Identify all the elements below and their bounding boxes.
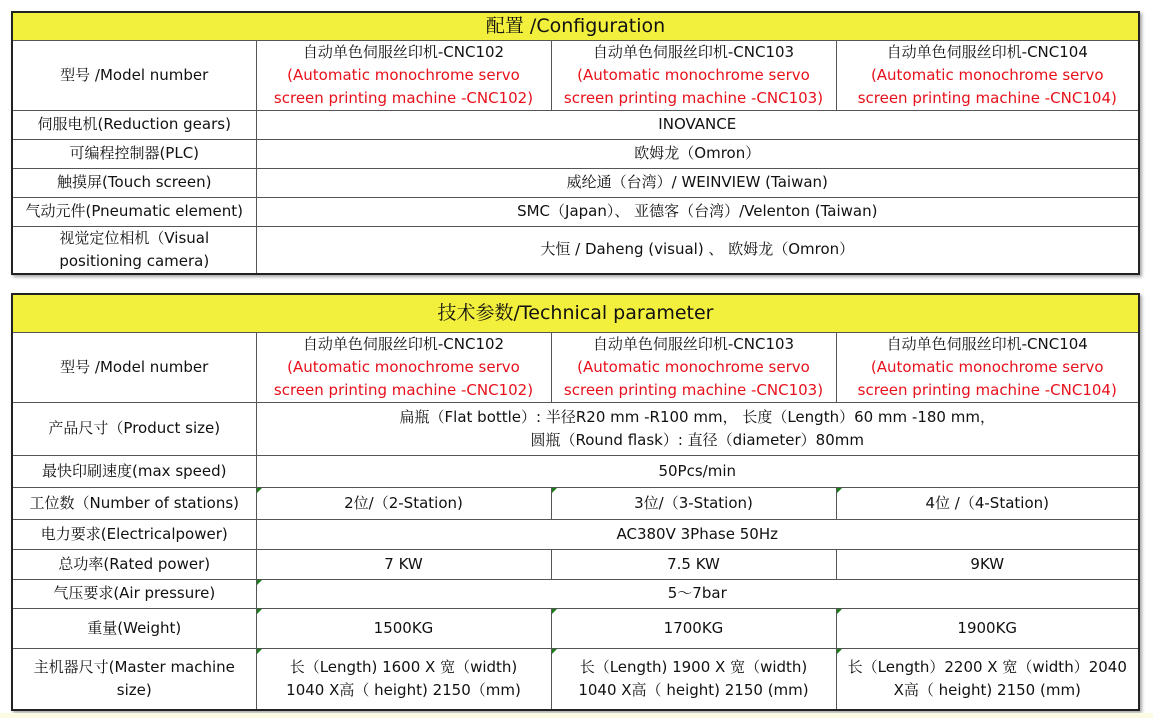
visual-camera-label-line2: positioning camera) (59, 251, 210, 270)
model-en-name-line1: (Automatic monochrome servo (577, 357, 810, 376)
air-pressure-label: 气压要求(Air pressure) (12, 579, 256, 608)
product-size-label: 产品尺寸（Product size) (12, 402, 256, 455)
model-en-name-line2: screen printing machine -CNC102) (273, 88, 534, 107)
master-size-line2: 1040 X高（ height) 2150（mm) (286, 680, 521, 699)
stations-label: 工位数（Number of stations) (12, 487, 256, 519)
model-cell-cnc104 (836, 40, 1139, 110)
air-pressure-value: 5～7bar (256, 579, 1139, 608)
model-cell-cnc104 (836, 332, 1139, 402)
model-en-name-line2: screen printing machine -CNC104) (857, 380, 1117, 399)
model-en-name-line2: screen printing machine -CNC103) (563, 88, 824, 107)
model-cn-name: 自动单色伺服丝印机-CNC103 (592, 334, 795, 353)
touch-screen-value: 威纶通（台湾）/ WEINVIEW (Taiwan) (256, 168, 1139, 197)
touch-screen-label: 触摸屏(Touch screen) (12, 168, 256, 197)
model-cn-name: 自动单色伺服丝印机-CNC104 (886, 334, 1088, 353)
plc-value: 欧姆龙（Omron） (256, 139, 1139, 168)
model-number-label: 型号 /Model number (12, 40, 256, 110)
model-number-label: 型号 /Model number (12, 332, 256, 402)
stations-value-cnc102: 2位/（2-Station) (256, 487, 551, 519)
technical-parameter-title: 技术参数/Technical parameter (12, 294, 1139, 332)
stations-value-cnc104: 4位 /（4-Station) (836, 487, 1139, 519)
reduction-gears-label: 伺服电机(Reduction gears) (12, 110, 256, 139)
master-size-line1: 长（Length）2200 X 宽（width）2040 (847, 657, 1127, 676)
master-size-line1: 长（Length) 1600 X 宽（width) (289, 657, 518, 676)
model-en-name-line1: (Automatic monochrome servo (577, 65, 810, 84)
technical-parameter-table (11, 293, 1140, 711)
pneumatic-element-label: 气动元件(Pneumatic element) (12, 197, 256, 226)
model-cn-name: 自动单色伺服丝印机-CNC104 (886, 42, 1088, 61)
rated-power-value-cnc104: 9KW (836, 549, 1139, 579)
model-en-name-line2: screen printing machine -CNC104) (857, 88, 1117, 107)
master-size-line2: X高（ height) 2150 (mm) (893, 680, 1081, 699)
weight-label: 重量(Weight) (12, 608, 256, 648)
visual-camera-value: 大恒 / Daheng (visual) 、 欧姆龙（Omron） (256, 226, 1139, 274)
model-en-name-line1: (Automatic monochrome servo (287, 65, 520, 84)
weight-value-cnc103: 1700KG (551, 608, 836, 648)
rated-power-value-cnc102: 7 KW (256, 549, 551, 579)
plc-label: 可编程控制器(PLC) (12, 139, 256, 168)
model-en-name-line2: screen printing machine -CNC102) (273, 380, 534, 399)
rated-power-label: 总功率(Rated power) (12, 549, 256, 579)
model-cn-name: 自动单色伺服丝印机-CNC103 (592, 42, 795, 61)
master-size-value-cnc103 (551, 648, 836, 710)
reduction-gears-value: INOVANCE (256, 110, 1139, 139)
weight-value-cnc102: 1500KG (256, 608, 551, 648)
model-en-name-line1: (Automatic monochrome servo (870, 357, 1104, 376)
visual-camera-label-line1: 视觉定位相机（Visual (59, 228, 210, 247)
max-speed-label: 最快印刷速度(max speed) (12, 455, 256, 487)
master-size-line1: 长（Length) 1900 X 宽（width) (579, 657, 808, 676)
electrical-power-value: AC380V 3Phase 50Hz (256, 519, 1139, 549)
model-en-name-line2: screen printing machine -CNC103) (563, 380, 824, 399)
configuration-table (11, 11, 1140, 275)
product-size-value (256, 402, 1139, 455)
model-cell-cnc102 (256, 332, 551, 402)
model-cell-cnc102 (256, 40, 551, 110)
max-speed-value: 50Pcs/min (256, 455, 1139, 487)
master-size-line2: 1040 X高（ height) 2150 (mm) (578, 680, 809, 699)
master-size-value-cnc104 (836, 648, 1139, 710)
stations-value-cnc103: 3位/（3-Station) (551, 487, 836, 519)
rated-power-value-cnc103: 7.5 KW (551, 549, 836, 579)
weight-value-cnc104: 1900KG (836, 608, 1139, 648)
product-size-flat-bottle: 扁瓶（Flat bottle）: 半径R20 mm -R100 mm， 长度（Length）60 mm -180 mm， (399, 407, 995, 426)
master-size-label (12, 648, 256, 710)
model-en-name-line1: (Automatic monochrome servo (870, 65, 1104, 84)
visual-camera-label (12, 226, 256, 274)
master-size-value-cnc102 (256, 648, 551, 710)
model-en-name-line1: (Automatic monochrome servo (287, 357, 520, 376)
electrical-power-label: 电力要求(Electricalpower) (12, 519, 256, 549)
model-cn-name: 自动单色伺服丝印机-CNC102 (302, 42, 505, 61)
product-size-round-flask: 圆瓶（Round flask）: 直径（diameter）80mm (530, 430, 864, 449)
master-size-label-line1: 主机器尺寸(Master machine (33, 657, 235, 676)
model-cell-cnc103 (551, 40, 836, 110)
master-size-label-line2: size) (116, 680, 152, 699)
page-bottom-strip (0, 713, 1153, 718)
configuration-title: 配置 /Configuration (12, 12, 1139, 40)
pneumatic-element-value: SMC（Japan）、 亚德客（台湾）/Velenton (Taiwan) (256, 197, 1139, 226)
model-cell-cnc103 (551, 332, 836, 402)
model-cn-name: 自动单色伺服丝印机-CNC102 (302, 334, 505, 353)
